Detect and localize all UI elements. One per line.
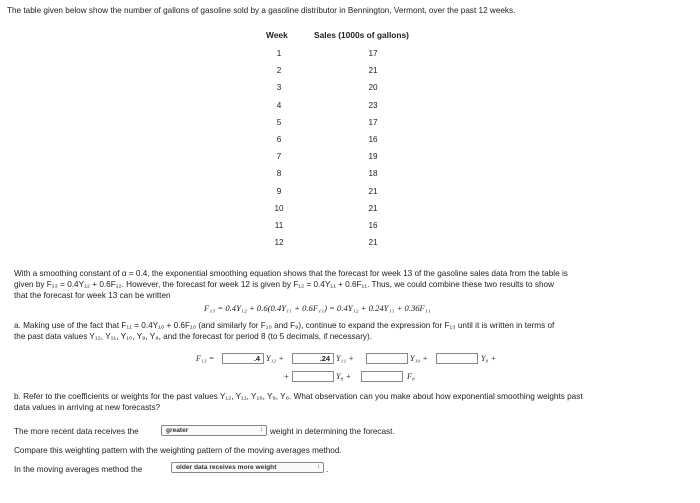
part-b-line2: data values in arriving at new forecasts?: [14, 403, 161, 412]
coef-y8-input[interactable]: [292, 371, 334, 382]
part-a-line1: a. Making use of the fact that F₁₁ = 0.4Y₁₀ + 0.6F₁₀ (and similarly for F₁₀ and F₉), continue to expand the expression for F₁₃ until it is written in terms of: [14, 321, 555, 330]
week-cell: 5: [276, 117, 282, 127]
week-cell: 4: [276, 100, 282, 110]
para1-line2: given by F₁₃ = 0.4Y₁₂ + 0.6F₁₂. However, the forecast for week 12 is given by F₁₂ = 0.4Y₁₁ + 0.6F₁₁. Thus, we could combine these two results to show: [14, 280, 554, 289]
table-row: [255, 135, 465, 151]
week-cell: 9: [276, 186, 282, 196]
table-row: [255, 238, 465, 254]
col-header-sales: Sales (1000s of gallons): [314, 30, 409, 40]
sales-cell: 21: [368, 186, 378, 196]
table-row: [255, 152, 465, 168]
sales-cell: 16: [368, 221, 378, 230]
term-y10: Y₁₀ +: [410, 354, 428, 363]
table-row: [255, 204, 465, 220]
week-cell: 1: [276, 49, 282, 58]
para1-line3: that the forecast for week 13 can be written: [14, 291, 171, 300]
answer-lhs: F₁₃ =: [196, 354, 215, 363]
week-cell: 3: [276, 83, 282, 93]
week-cell: 6: [276, 135, 282, 144]
intro-text: The table given below show the number of gallons of gasoline sold by a gasoline distributor in Bennington, Vermont, over the past 12 weeks.: [7, 6, 516, 15]
table-row: [255, 83, 465, 99]
q2-text: Compare this weighting pattern with the weighting pattern of the moving averages method.: [14, 446, 342, 455]
coef-y12-input[interactable]: .4: [222, 353, 264, 364]
term-y12: Y₁₂ +: [266, 354, 284, 363]
plus-sign: +: [284, 372, 289, 381]
sales-cell: 21: [368, 66, 378, 76]
week-cell: 12: [274, 238, 284, 248]
sales-cell: 16: [368, 135, 378, 144]
table-row: [255, 118, 465, 134]
weight-select[interactable]: [161, 425, 267, 436]
table-row: [255, 187, 465, 203]
q1-before: The more recent data receives the: [14, 427, 139, 436]
week-cell: 7: [276, 152, 282, 162]
sales-cell: 19: [368, 152, 378, 162]
para1-line1: With a smoothing constant of α = 0.4, the exponential smoothing equation shows that the forecast for week 13 of the gasoline sales data from the table is: [14, 269, 568, 278]
part-a-line2: the past data values Y₁₂, Y₁₁, Y₁₀, Y₉, Y₈, and the forecast for period 8 (to 5 decimals, if necessary).: [14, 332, 373, 341]
coef-y11-input[interactable]: .24: [292, 353, 334, 364]
table-row: [255, 169, 465, 185]
coef-y10-input[interactable]: [366, 353, 408, 364]
coef-y9-input[interactable]: [436, 353, 478, 364]
sales-cell: 23: [368, 100, 378, 110]
week-cell: 10: [274, 203, 284, 213]
part-b-line1: b. Refer to the coefficients or weights for the past values Y₁₂, Y₁₁, Y₁₀, Y₉, Y₈. What observation can you make about how exponential smoothing weights past: [14, 392, 583, 401]
week-cell: 8: [276, 169, 282, 179]
q3-before: In the moving averages method the: [14, 465, 143, 474]
weight-select-value: greater: [166, 427, 189, 434]
moving-average-select-value: older data receives more weight: [176, 464, 277, 471]
part-b: [14, 391, 682, 413]
week-cell: 11: [274, 221, 284, 230]
coef-f8-input[interactable]: [361, 371, 403, 382]
term-y11: Y₁₁ +: [336, 354, 354, 363]
sales-cell: 21: [368, 203, 378, 213]
term-y9: Y₉ +: [481, 354, 496, 363]
week-cell: 2: [276, 66, 282, 76]
sales-cell: 20: [368, 83, 378, 93]
equation: F₁₃ = 0.4Y₁₂ + 0.6(0.4Y₁₁ + 0.6F₁₁) = 0.4Y₁₂ + 0.24Y₁₁ + 0.36F₁₁: [204, 303, 431, 313]
term-y8: Y₈ +: [336, 372, 351, 381]
chevron-updown-icon: ↕: [260, 427, 263, 433]
sales-cell: 18: [368, 169, 378, 179]
sales-cell: 17: [368, 49, 378, 58]
sales-cell: 17: [368, 117, 378, 127]
q1-after: weight in determining the forecast.: [270, 427, 395, 436]
table-row: [255, 66, 465, 82]
sales-cell: 21: [368, 238, 378, 248]
col-header-week: Week: [266, 30, 288, 40]
part-a: [14, 320, 682, 342]
table-row: [255, 49, 465, 65]
moving-average-select[interactable]: [171, 462, 324, 473]
term-f8: F₈: [407, 372, 415, 381]
q3-after: .: [326, 465, 329, 474]
chevron-updown-icon: ↕: [317, 464, 320, 470]
table-row: [255, 101, 465, 117]
table-row: [255, 221, 465, 237]
para1: [14, 268, 682, 301]
